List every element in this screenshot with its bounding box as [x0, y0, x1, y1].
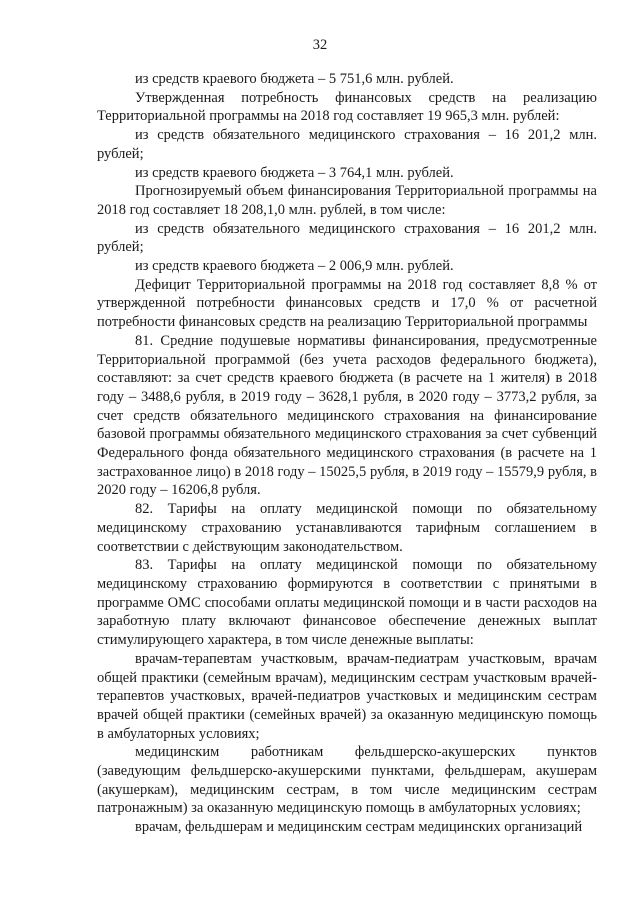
paragraph: врачам, фельдшерам и медицинским сестрам медицинских организаций: [135, 819, 583, 836]
paragraph: из средств обязательного медицинского страхования – 16 201,2 млн. рублей;: [97, 220, 597, 256]
paragraph: медицинским работникам фельдшерско-акушерских пунктов (заведующим фельдшерско-акушерскими пунктами, фельдшерам, акушерам (акушеркам), медицинским сестрам, в том числе медицинским сестрам патронажным) за оказанную медицинскую помощь в амбулаторных условиях;: [97, 744, 597, 817]
paragraph: из средств краевого бюджета – 3 764,1 млн. рублей.: [135, 164, 454, 181]
paragraph: из средств краевого бюджета – 2 006,9 млн. рублей.: [135, 258, 454, 275]
paragraph: 81. Средние подушевые нормативы финансирования, предусмотренные Территориальной программой (без учета расходов федерального бюджета), составляют: за счет средств краевого бюджета (в расчете на 1 жителя) в 2018 году – 3488,6 рубля, в 2019 году – 3628,1 рубля, в 2020 году – 3773,2 рубля, за счет средств обязательного медицинского страхования на финансирование базовой программы обязательного медицинского страхования за счет субвенций Федерального фонда обязательного медицинского страхования (в расчете на 1 застрахованное лицо) в 2018 году – 15025,5 рубля, в 2019 году – 15579,9 рубля, в 2020 году – 16206,8 рубля.: [97, 332, 597, 499]
paragraph: Прогнозируемый объем финансирования Территориальной программы на 2018 год составляет 18 208,1,0 млн. рублей, в том числе:: [97, 183, 597, 218]
page-number: 32: [312, 37, 328, 53]
paragraph: 82. Тарифы на оплату медицинской помощи по обязательному медицинскому страхованию устанавливаются тарифным соглашением в соответствии с действующим законодательством.: [97, 501, 597, 555]
paragraph: врачам-терапевтам участковым, врачам-педиатрам участковым, врачам общей практики (семейным врачам), медицинским сестрам участковым врачей-терапевтов участковых, врачей-педиатров участковых и медицинским сестрам врачей общей практики (семейных врачей) за оказанную медицинскую помощь в амбулаторных условиях;: [97, 650, 597, 742]
document-body: [97, 70, 597, 837]
paragraph: 83. Тарифы на оплату медицинской помощи по обязательному медицинскому страхованию формируются в соответствии с принятыми в программе ОМС способами оплаты медицинской помощи и в части расходов на заработную плату включают финансовое обеспечение денежных выплат стимулирующего характера, в том числе денежные выплаты:: [97, 557, 597, 649]
paragraph: Дефицит Территориальной программы на 2018 год составляет 8,8 % от утвержденной потребности финансовых средств и 17,0 % от расчетной потребности финансовых средств на реализацию Территориальной программы: [97, 276, 597, 331]
paragraph: из средств обязательного медицинского страхования – 16 201,2 млн. рублей;: [97, 127, 597, 162]
paragraph: Утвержденная потребность финансовых средств на реализацию Территориальной программы на 2018 год составляет 19 965,3 млн. рублей:: [97, 89, 597, 125]
paragraph: из средств краевого бюджета – 5 751,6 млн. рублей.: [135, 71, 454, 87]
